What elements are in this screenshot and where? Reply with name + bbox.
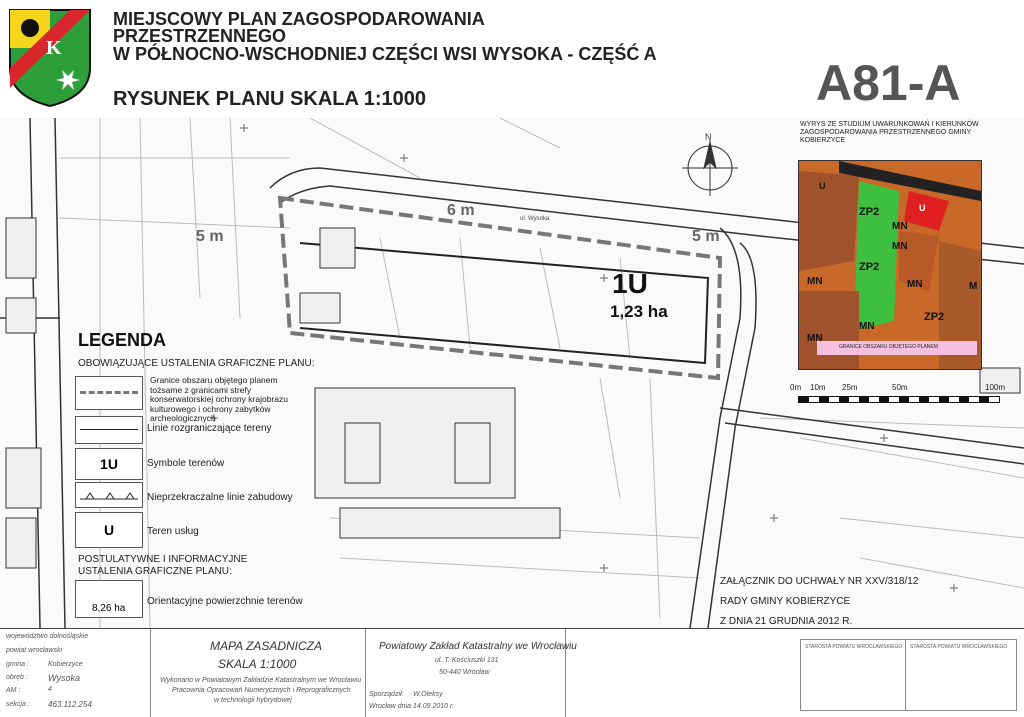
study-inset-map — [798, 160, 982, 370]
annex-line2: RADY GMINY KOBIERZYCE — [720, 596, 851, 607]
inset-boundary-note: GRANICE OBSZARU OBJĘTEGO PLANEM — [839, 344, 938, 350]
legend-swatch-symbol: 1U — [75, 448, 143, 480]
stamp-2-title: STAROSTA POWIATU WROCŁAWSKIEGO — [910, 644, 1008, 650]
footer-office-city: 50-440 Wrocław — [439, 669, 490, 676]
footer-sporzadzil-label: Sporządził: — [369, 691, 404, 698]
footer-sekcja-label: sekcja : — [6, 701, 30, 708]
scale-tick-100: 100m — [985, 383, 1006, 392]
footer-obreb: Wysoka — [48, 673, 81, 683]
legend-swatch-building-line — [75, 482, 143, 508]
zone-symbol-label: 1U — [612, 268, 648, 299]
footer-map-scale: SKALA 1:1000 — [218, 657, 297, 671]
inset-label-zp2-2: ZP2 — [859, 261, 880, 273]
legend-swatch-lines — [75, 416, 143, 444]
legend-info-header-2: USTALENIA GRAFICZNE PLANU: — [78, 566, 232, 577]
legend-area-value: 8,26 ha — [92, 603, 126, 614]
footer-am-label: AM : — [6, 687, 21, 694]
setback-dimension-5m-left: 5 m — [196, 228, 224, 245]
footer-date: 14.09.2010 r. — [413, 703, 454, 710]
inset-label-mn3: MN — [807, 276, 823, 287]
inset-title: WYRYS ZE STUDIUM UWARUNKOWAŃ I KIERUNKÓW ZAGOSPODAROWANIA PRZESTRZENNEGO GMINY KOBIERZYCE — [800, 121, 979, 144]
official-stamp-1 — [800, 639, 912, 711]
footer-gmina: Kobierzyce — [48, 661, 83, 668]
legend-item-symbols: Symbole terenów — [147, 458, 225, 469]
inset-label-mn6: MN — [807, 333, 823, 344]
legend-item-area: Orientacyjne powierzchnie terenów — [147, 596, 303, 607]
footer-am: 4 — [48, 686, 52, 693]
footer-office-name: Powiatowy Zakład Katastralny we Wrocławiu — [379, 641, 577, 652]
scale-tick-25: 25m — [842, 383, 858, 392]
inset-label-mn4: MN — [907, 279, 923, 290]
footer-date-label: Wrocław dnia — [369, 703, 412, 710]
plan-title-line2: PRZESTRZENNEGO — [113, 26, 287, 46]
legend-info-header-1: POSTULATYWNE I INFORMACYJNE — [78, 554, 248, 565]
footer-voiv: województwo dolnośląskie — [6, 633, 89, 640]
footer-sekcja: 463.112.254 — [48, 700, 92, 709]
legend-title: LEGENDA — [78, 330, 167, 350]
inset-label-mn5: MN — [859, 321, 875, 332]
scale-tick-0: 0m — [790, 383, 802, 392]
legend-swatch-area — [75, 580, 143, 618]
survey-footer — [0, 628, 1024, 717]
official-stamp-2 — [905, 639, 1017, 711]
scale-tick-10: 10m — [810, 383, 826, 392]
location-box — [0, 629, 151, 717]
inset-label-u2: U — [919, 203, 926, 213]
annex-line3: Z DNIA 21 GRUDNIA 2012 R. — [720, 616, 853, 627]
legend-binding-header: OBOWIĄZUJĄCE USTALENIA GRAFICZNE PLANU: — [78, 358, 315, 369]
north-arrow-icon — [682, 140, 738, 196]
map-title-box — [150, 629, 366, 717]
setback-dimension-5m-right: 5 m — [692, 228, 720, 245]
annex-line1: ZAŁĄCZNIK DO UCHWAŁY NR XXV/318/12 — [720, 576, 919, 587]
coat-of-arms-icon — [8, 8, 92, 108]
street-label: ul. Wysoka — [520, 216, 550, 222]
footer-powiat: powiat wrocławski — [6, 647, 63, 654]
north-label: N — [705, 132, 712, 142]
zone-area-label: 1,23 ha — [610, 302, 668, 321]
legend-item-boundary: Granice obszaru objętego planem tożsame z granicami strefy konserwatorskiej ochrony krajobrazu kulturowego i ochrony zabytków archeologicznych — [150, 375, 288, 423]
footer-map-title: MAPA ZASADNICZA — [210, 639, 323, 653]
inset-label-zp2-1: ZP2 — [859, 206, 880, 218]
stamp-1-title: STAROSTA POWIATU WROCŁAWSKIEGO — [805, 644, 903, 650]
plan-subtitle-scale: RYSUNEK PLANU SKALA 1:1000 — [113, 88, 427, 110]
svg-text:K: K — [46, 37, 62, 59]
legend-swatch-boundary — [75, 376, 143, 410]
legend-item-lines: Linie rozgraniczające tereny — [147, 423, 272, 434]
plan-title-line3: W PÓŁNOCNO-WSCHODNIEJ CZĘŚCI WSI WYSOKA - CZĘŚĆ A — [113, 44, 657, 64]
inset-label-mn1: MN — [892, 221, 908, 232]
footer-sporzadzil: W.Oleksy — [413, 691, 443, 698]
footer-office-street: ul. T. Kościuszki 131 — [435, 657, 499, 664]
inset-label-zp2-3: ZP2 — [924, 311, 945, 323]
footer-executed-3: w technologii hybrydowej — [214, 697, 292, 704]
plan-title-line1: MIEJSCOWY PLAN ZAGOSPODAROWANIA — [113, 9, 485, 29]
footer-executed-2: Pracownia Opracowań Numerycznych i Reprograficznych — [172, 687, 351, 694]
scale-tick-50: 50m — [892, 383, 908, 392]
footer-obreb-label: obręb : — [6, 674, 28, 681]
legend-swatch-service: U — [75, 512, 143, 548]
inset-label-u1: U — [819, 181, 826, 191]
office-box — [365, 629, 577, 717]
plan-code: A81-A — [816, 55, 961, 111]
setback-dimension-6m: 6 m — [447, 202, 475, 219]
footer-executed-1: Wykonano w Powiatowym Zakładzie Katastralnym we Wrocławiu — [160, 677, 362, 684]
legend-item-service: Teren usług — [147, 526, 199, 537]
inset-label-mn2: MN — [892, 241, 908, 252]
inset-label-m: M — [969, 281, 978, 292]
legend-item-building-line: Nieprzekraczalne linie zabudowy — [147, 492, 293, 503]
footer-gmina-label: gmina : — [6, 661, 29, 668]
title-block — [0, 0, 1024, 120]
